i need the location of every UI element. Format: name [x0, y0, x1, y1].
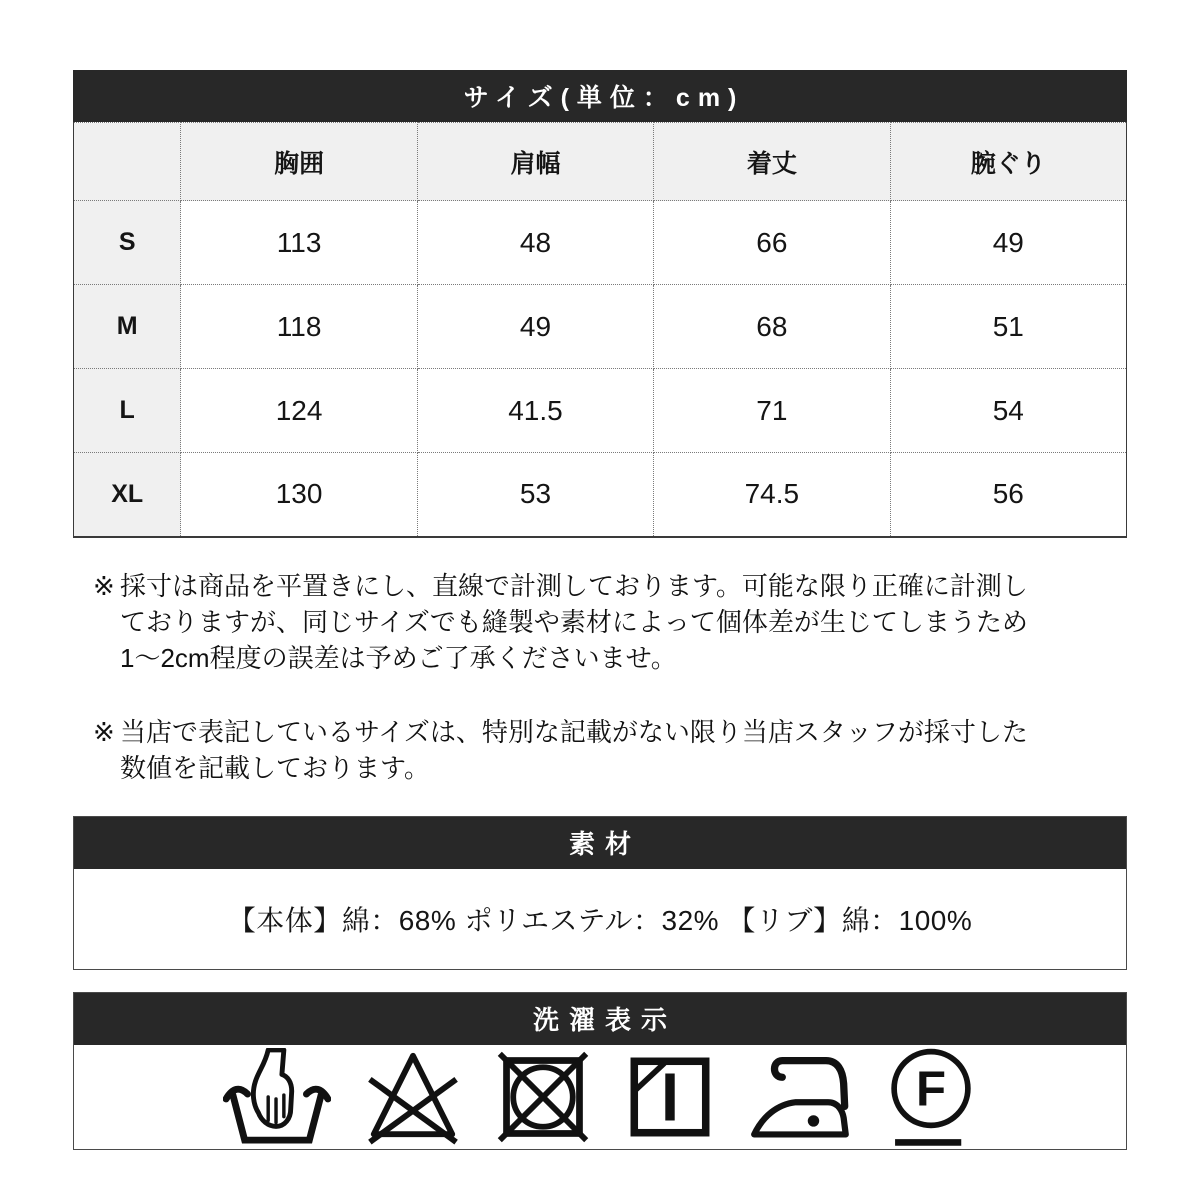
care-title: 洗濯表示: [532, 1005, 677, 1035]
size-table-col-armhole: 腕ぐり: [890, 123, 1126, 201]
size-value: 113: [181, 201, 417, 285]
size-table-row-l: [74, 369, 1127, 453]
size-value: 49: [890, 201, 1126, 285]
size-table-col-length: 着丈: [654, 123, 890, 201]
f-letter: F: [915, 1061, 947, 1117]
size-table: [73, 122, 1127, 538]
size-value: 49: [417, 285, 653, 369]
size-value: 118: [181, 285, 417, 369]
size-section-title: サイズ(単位：cm): [463, 84, 745, 112]
note-measurement: [93, 568, 1127, 676]
do-not-bleach-icon: [363, 1048, 463, 1146]
size-table-row-m: [74, 285, 1127, 369]
care-symbols-row: [74, 1045, 1126, 1149]
size-table-col-shoulder: 肩幅: [417, 123, 653, 201]
note-marker: ※: [93, 716, 115, 747]
size-value: 130: [181, 453, 417, 537]
size-value: 41.5: [417, 369, 653, 453]
size-section: [73, 70, 1127, 538]
size-value: 54: [890, 369, 1126, 453]
size-value: 51: [890, 285, 1126, 369]
drip-dry-in-shade-icon: [623, 1048, 717, 1146]
size-label: L: [74, 369, 181, 453]
size-table-header-row: [74, 123, 1127, 201]
iron-low-heat-icon: [749, 1052, 853, 1142]
care-title-bar: [74, 993, 1126, 1045]
dry-clean-f-gentle-icon: [885, 1045, 977, 1149]
size-value: 48: [417, 201, 653, 285]
note-marker: ※: [93, 570, 115, 601]
material-section: [73, 816, 1127, 970]
material-text: 【本体】綿：68% ポリエステル：32% 【リブ】綿：100%: [74, 869, 1126, 969]
size-value: 71: [654, 369, 890, 453]
size-table-corner-cell: [74, 123, 181, 201]
size-table-row-xl: [74, 453, 1127, 537]
size-value: 56: [890, 453, 1126, 537]
size-value: 74.5: [654, 453, 890, 537]
size-table-col-chest: 胸囲: [181, 123, 417, 201]
size-section-title-bar: [73, 70, 1127, 122]
size-table-row-s: [74, 201, 1127, 285]
size-notes: [73, 568, 1127, 786]
size-value: 124: [181, 369, 417, 453]
material-title-bar: [74, 817, 1126, 869]
care-section: [73, 992, 1127, 1150]
size-value: 53: [417, 453, 653, 537]
size-label: M: [74, 285, 181, 369]
material-title: 素材: [568, 829, 641, 859]
note-staff-measured: [93, 714, 1127, 786]
do-not-tumble-dry-icon: [495, 1048, 591, 1146]
size-value: 68: [654, 285, 890, 369]
size-label: S: [74, 201, 181, 285]
size-value: 66: [654, 201, 890, 285]
size-label: XL: [74, 453, 181, 537]
note-text: 当店で表記しているサイズは、特別な記載がない限り当店スタッフが採寸した 数値を記載しております。: [120, 716, 1028, 783]
note-text: 採寸は商品を平置きにし、直線で計測しております。可能な限り正確に計測し ておりますが、同じサイズでも縫製や素材によって個体差が生じてしまうため 1〜2cm程度の誤差は予めご了承くださいませ。: [120, 570, 1028, 673]
hand-wash-icon: [223, 1048, 331, 1146]
